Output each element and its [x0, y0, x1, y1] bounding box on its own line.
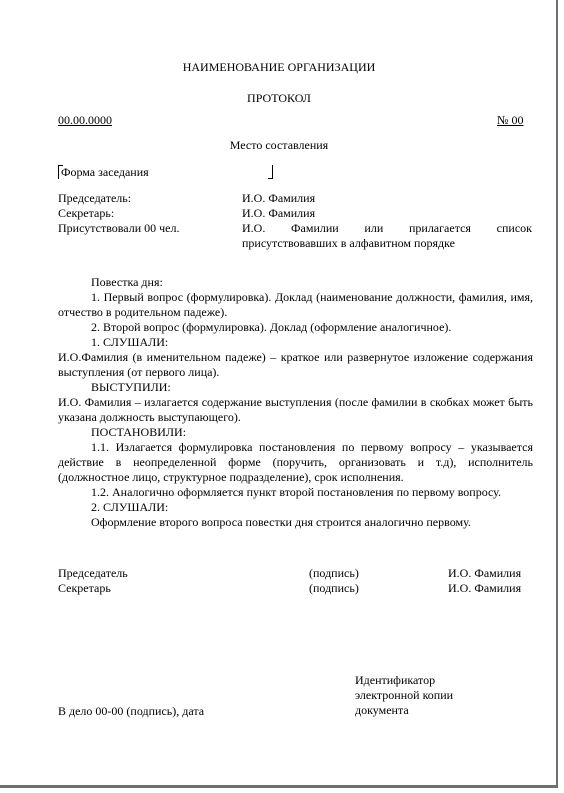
- signature-secretary-role: Секретарь: [58, 581, 111, 595]
- organization-name: НАИМЕНОВАНИЕ ОРГАНИЗАЦИИ: [182, 60, 376, 74]
- right-corner-bracket: [268, 165, 273, 179]
- resolution-1-1: 1.1. Излагается формулировка постановления по первому вопросу – указывается действие в неопределенной форме (поручить, организовать и т.д), исполнитель (должностное лицо, структурное подразделение), срок исполнения.: [58, 440, 533, 484]
- place-of-compilation: Место составления: [229, 138, 329, 152]
- e-copy-line-1: Идентификатор: [355, 673, 436, 687]
- secretary-name: И.О. Фамилия: [242, 206, 316, 220]
- heard-text-1: И.О.Фамилия (в именительном падеже) – краткое или развернутое изложение содержания выступления (от первого лица).: [58, 350, 533, 379]
- heard-text-2: Оформление второго вопроса повестки дня строится аналогично первому.: [91, 515, 471, 529]
- attendees-label: Присутствовали 00 чел.: [58, 221, 180, 235]
- signature-chairman-role: Председатель: [58, 566, 128, 580]
- chairman-name: И.О. Фамилия: [242, 191, 316, 205]
- heard-heading-1: 1. СЛУШАЛИ:: [91, 335, 169, 349]
- agenda-item-1: 1. Первый вопрос (формулировка). Доклад (наименование должности, фамилия, имя, отчество в родительном падеже).: [58, 290, 533, 319]
- meeting-form: Форма заседания: [61, 165, 149, 179]
- secretary-label: Секретарь:: [58, 206, 115, 220]
- chairman-label: Председатель:: [58, 191, 132, 205]
- file-note: В дело 00-00 (подпись), дата: [58, 704, 205, 718]
- attendees-value: И.О. Фамилии или прилагается список присутствовавших в алфавитном порядке: [242, 221, 532, 250]
- resolved-heading: ПОСТАНОВИЛИ:: [91, 425, 187, 439]
- spoke-text: И.О. Фамилия – излагается содержание выступления (после фамилии в скобках может быть указана должность выступающего).: [58, 395, 533, 424]
- document-number: № 00: [497, 113, 524, 127]
- agenda-item-2: 2. Второй вопрос (формулировка). Доклад (оформление аналогичное).: [91, 320, 452, 334]
- signature-chairman-name: И.О. Фамилия: [448, 566, 522, 580]
- resolution-1-2: 1.2. Аналогично оформляется пункт второй постановления по первому вопросу.: [91, 485, 501, 499]
- signature-chairman-sign: (подпись): [309, 566, 359, 580]
- heard-heading-2: 2. СЛУШАЛИ:: [91, 500, 169, 514]
- document-type: ПРОТОКОЛ: [247, 91, 311, 105]
- protocol-body: [58, 275, 533, 530]
- e-copy-line-3: документа: [355, 703, 409, 717]
- document-date: 00.00.0000: [58, 113, 112, 127]
- signature-secretary-name: И.О. Фамилия: [448, 581, 522, 595]
- agenda-heading: Повестка дня:: [91, 275, 163, 289]
- e-copy-line-2: электронной копии: [355, 688, 454, 702]
- spoke-heading: ВЫСТУПИЛИ:: [91, 380, 171, 394]
- signature-secretary-sign: (подпись): [309, 581, 359, 595]
